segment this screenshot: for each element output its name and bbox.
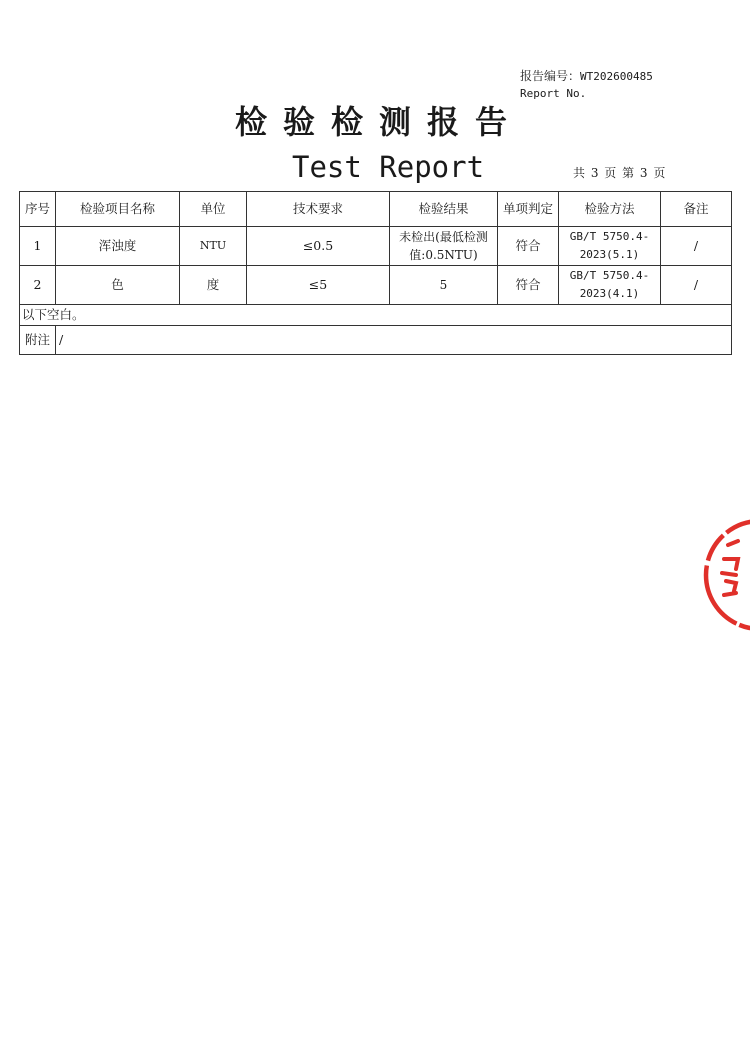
table-header-row — [20, 192, 732, 227]
cell-method-line1: GB/T 5750.4- — [569, 230, 650, 243]
cell-result-line1: 5 — [439, 278, 448, 292]
cell-unit: 度 — [180, 266, 247, 305]
col-header-judgement: 单项判定 — [498, 192, 559, 227]
cell-remark: / — [661, 227, 732, 266]
cell-method — [559, 266, 661, 305]
cell-no: 2 — [20, 266, 56, 305]
cell-judgement: 符合 — [498, 227, 559, 266]
cell-item: 浑浊度 — [56, 227, 180, 266]
cell-requirement: ≤5 — [247, 266, 390, 305]
cell-judgement: 符合 — [498, 266, 559, 305]
col-header-item: 检验项目名称 — [56, 192, 180, 227]
title-chinese: 检验检测报告 — [234, 103, 523, 141]
cell-result-line2: 值:0.5NTU) — [409, 248, 478, 262]
col-header-requirement: 技术要求 — [247, 192, 390, 227]
cell-unit: NTU — [180, 227, 247, 266]
col-header-remark: 备注 — [661, 192, 732, 227]
col-header-result: 检验结果 — [390, 192, 498, 227]
title-english: Test Report — [292, 150, 485, 184]
cell-method — [559, 227, 661, 266]
col-header-unit: 单位 — [180, 192, 247, 227]
cell-item: 色 — [56, 266, 180, 305]
report-number-value: WT202600485 — [580, 70, 653, 83]
page-count: 共 3 页 第 3 页 — [573, 166, 667, 180]
seal-glyph-marks — [722, 541, 738, 595]
cell-result — [390, 266, 498, 305]
table-row — [20, 227, 732, 266]
results-table — [19, 191, 732, 355]
remarks-label: 附注 — [20, 326, 56, 355]
official-seal-stamp — [700, 515, 750, 635]
report-number-label: 报告编号： — [520, 69, 581, 83]
remarks-value: / — [56, 326, 732, 355]
cell-result-line1: 未检出(最低检测 — [399, 230, 488, 244]
remarks-row — [20, 326, 732, 355]
cell-no: 1 — [20, 227, 56, 266]
cell-result — [390, 227, 498, 266]
cell-method-line2: 2023(5.1) — [579, 248, 640, 261]
blank-note-row — [20, 305, 732, 326]
col-header-method: 检验方法 — [559, 192, 661, 227]
col-header-no: 序号 — [20, 192, 56, 227]
cell-method-line2: 2023(4.1) — [579, 287, 640, 300]
blank-note: 以下空白。 — [20, 305, 732, 326]
table-row — [20, 266, 732, 305]
cell-method-line1: GB/T 5750.4- — [569, 269, 650, 282]
cell-requirement: ≤0.5 — [247, 227, 390, 266]
report-number — [520, 68, 653, 102]
cell-remark: / — [661, 266, 732, 305]
report-number-en: Report No. — [520, 87, 587, 100]
